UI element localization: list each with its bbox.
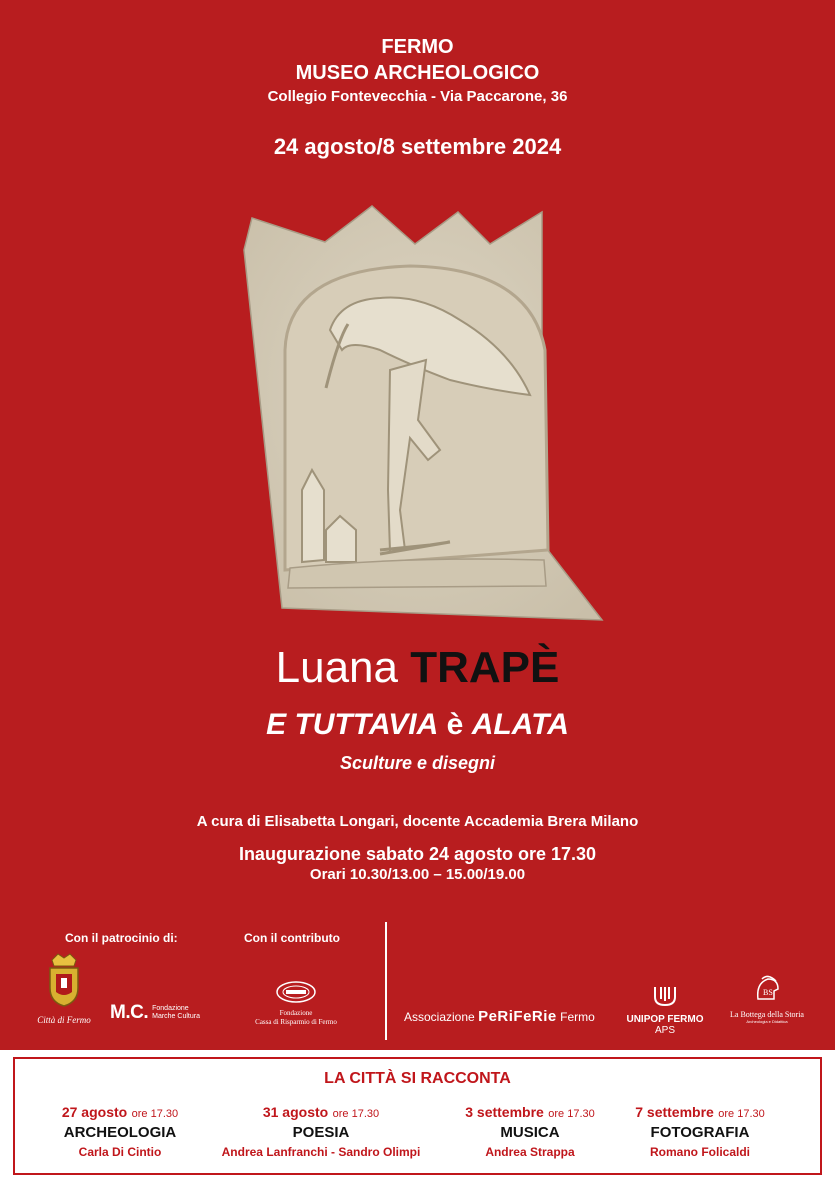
exhibition-dates: 24 agosto/8 settembre 2024 (273, 134, 562, 159)
event-speakers: Andrea Lanfranchi - Sandro Olimpi (221, 1145, 421, 1159)
event-date: 7 settembre (635, 1104, 714, 1120)
unipop-text (620, 1014, 710, 1036)
events-panel (0, 1050, 835, 1181)
mc-logo-mark: M.C. (110, 1002, 149, 1023)
event-item (40, 1104, 200, 1159)
city-heading: FERMO (381, 36, 454, 58)
curator-line: A cura di Elisabetta Longari, docente Accademia Brera Milano (196, 813, 639, 830)
unipop-main: UNIPOP FERMO (626, 1014, 704, 1025)
patronage-label: Con il patrocinio di: (65, 931, 178, 945)
bottega-tagline: Archeologia e Didattica (746, 1019, 788, 1024)
event-date: 31 agosto (262, 1104, 329, 1120)
svg-text:BS: BS (763, 988, 773, 997)
mc-line-1: Fondazione (152, 1005, 189, 1012)
mc-logo-text (152, 1005, 200, 1021)
title-part-3: ALATA (471, 708, 569, 741)
museum-address: Collegio Fontevecchia - Via Paccarone, 36 (267, 88, 568, 105)
periferie-logo (404, 1008, 595, 1025)
cari-line-2: Cassa di Risparmio di Fermo (255, 1018, 337, 1026)
unipop-mark-icon (651, 985, 679, 1007)
event-speakers: Andrea Strappa (485, 1145, 575, 1159)
event-date: 3 settembre (465, 1104, 544, 1120)
bottega-name: La Bottega della Storia (730, 1010, 804, 1019)
opening-hours: Orari 10.30/13.00 – 15.00/19.00 (309, 866, 526, 883)
periferie-brand: PeRiFeRie (478, 1008, 557, 1025)
event-item (445, 1104, 615, 1159)
marche-cultura-logo (110, 1000, 200, 1026)
event-time: ore 17.30 (548, 1108, 595, 1120)
warrior-helmet-icon (752, 975, 782, 1005)
fermo-caption: Città di Fermo (37, 1015, 91, 1025)
cari-line-1: Fondazione (279, 1009, 313, 1017)
contribution-label: Con il contributo (244, 931, 340, 945)
event-speakers: Romano Folicaldi (649, 1145, 750, 1159)
artist-name (0, 642, 835, 694)
periferie-prefix: Associazione (404, 1010, 475, 1024)
bas-relief-heron-icon (230, 190, 610, 630)
museum-heading: MUSEO ARCHEOLOGICO (295, 62, 540, 84)
mc-line-2: Marche Cultura (152, 1013, 200, 1020)
sponsor-divider (385, 922, 387, 1040)
carifermo-foundation-logo (240, 980, 352, 1027)
event-topic: MUSICA (500, 1124, 560, 1141)
event-time: ore 17.30 (718, 1108, 765, 1120)
event-date: 27 agosto (61, 1104, 128, 1120)
events-title: LA CITTÀ SI RACCONTA (324, 1070, 511, 1087)
bottega-della-storia-logo (728, 975, 806, 1024)
title-part-1: E TUTTAVIA (266, 708, 439, 741)
event-topic: FOTOGRAFIA (650, 1124, 750, 1141)
unipop-aps: APS (654, 1025, 675, 1036)
carifermo-emblem-icon (274, 980, 318, 1004)
event-item (206, 1104, 436, 1159)
title-part-2: è (446, 708, 464, 741)
citta-di-fermo-logo (32, 952, 96, 1030)
exhibition-subtitle: Sculture e disegni (339, 753, 496, 773)
artist-first-name: Luana (275, 643, 398, 692)
opening-line: Inaugurazione sabato 24 agosto ore 17.30 (238, 844, 597, 864)
event-time: ore 17.30 (332, 1108, 380, 1120)
fermo-crest-icon (44, 952, 84, 1008)
event-topic: ARCHEOLOGIA (63, 1124, 177, 1141)
periferie-suffix: Fermo (560, 1010, 595, 1024)
event-time: ore 17.30 (131, 1108, 179, 1120)
unipop-logo (620, 985, 710, 1036)
event-speakers: Carla Di Cintio (78, 1145, 162, 1159)
exhibition-title (0, 708, 835, 742)
event-item (620, 1104, 780, 1159)
event-topic: POESIA (292, 1124, 350, 1141)
artist-last-name: TRAPÈ (410, 643, 560, 692)
